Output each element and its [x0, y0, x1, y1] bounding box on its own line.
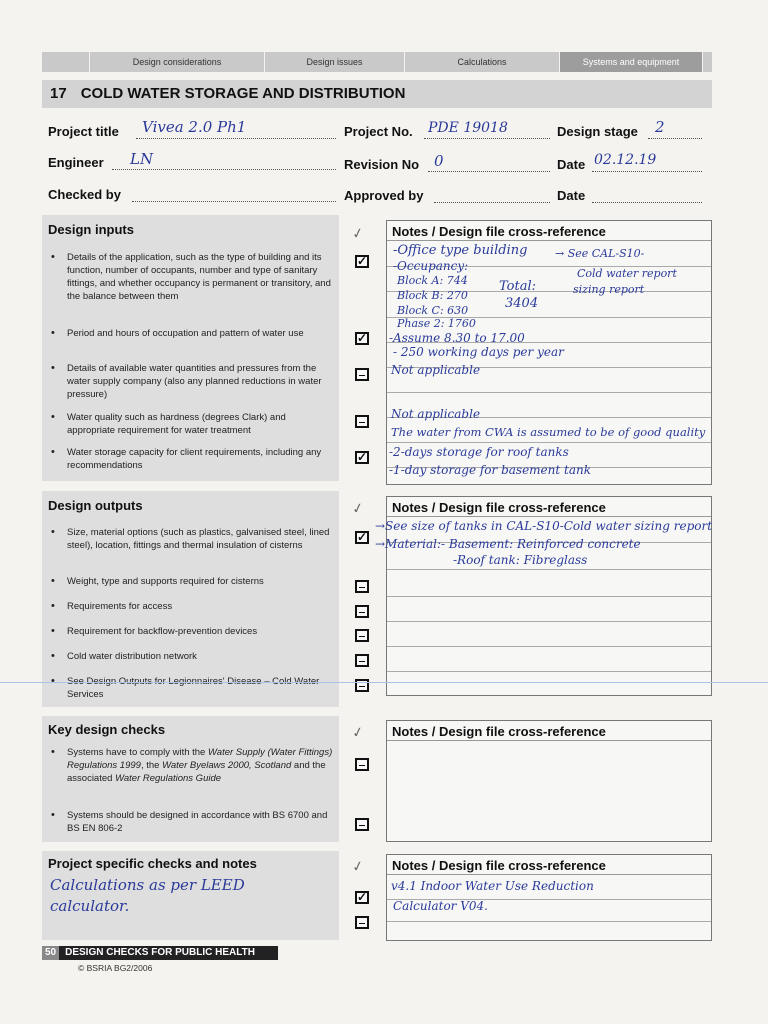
note-text: -Roof tank: Fibreglass [453, 553, 588, 567]
dotted-line [132, 201, 336, 202]
note-text: - 250 working days per year [393, 345, 564, 359]
handwritten-note: Calculations as per LEED [50, 876, 245, 894]
section-number: 17 [50, 85, 67, 102]
dotted-line [136, 138, 336, 139]
ruled-line [387, 646, 711, 647]
dotted-line [648, 138, 702, 139]
text-run: Systems have to comply with the [67, 747, 208, 758]
date2-label: Date [557, 188, 586, 203]
list-item: • Systems should be designed in accordance with BS 6700 and BS EN 806-2 [48, 809, 333, 835]
checkbox-checked[interactable]: ✓ [357, 450, 368, 464]
tab-systems-equipment: Systems and equipment [560, 52, 703, 72]
list-item: • Details of available water quantities and pressures from the water supply company (also any planned reductions in water pressure) [48, 362, 333, 401]
checkbox-empty[interactable] [355, 605, 369, 618]
dotted-line [112, 169, 336, 170]
note-text: → See CAL-S10- [555, 247, 645, 260]
ruled-line [387, 596, 711, 597]
dotted-line [428, 171, 550, 172]
note-text: →See size of tanks in CAL-S10-Cold water sizing report [375, 519, 713, 533]
checkbox-checked[interactable]: ✓ [357, 530, 368, 544]
tab-design-considerations: Design considerations [90, 52, 265, 72]
note-text: Calculator V04. [393, 899, 488, 913]
checkbox-empty[interactable] [355, 368, 369, 381]
date-value: 02.12.19 [594, 152, 657, 168]
key-checks-notes-box [386, 720, 712, 842]
section-tabs [42, 52, 712, 72]
note-text: →Material:- Basement: Reinforced concrete [375, 537, 641, 551]
checkbox-checked[interactable]: ✓ [357, 331, 368, 345]
list-item: • Size, material options (such as plastics, galvanised steel, lined steel), location, fittings and thermal insulation of cisterns [48, 526, 333, 552]
engineer-value: LN [130, 150, 154, 168]
ruled-line [387, 442, 711, 443]
checkbox-empty[interactable] [355, 758, 369, 771]
list-item: • Cold water distribution network [48, 650, 333, 663]
text-run: and the associated [67, 760, 326, 784]
engineer-label: Engineer [48, 155, 104, 170]
design-outputs-notes-box [375, 496, 713, 696]
checkbox-checked[interactable]: ✓ [357, 254, 368, 268]
approved-by-label: Approved by [344, 188, 424, 203]
design-stage-label: Design stage [557, 124, 638, 139]
note-text: -Office type building [393, 243, 528, 258]
note-text: Not applicable [391, 407, 481, 421]
ruled-line [387, 392, 711, 393]
tab-calculations: Calculations [405, 52, 560, 72]
list-item: • Water quality such as hardness (degrees Clark) and appropriate requirement for water treatment [48, 411, 333, 437]
notes-heading: Notes / Design file cross-reference [387, 221, 711, 241]
design-inputs-notes-box [386, 220, 712, 485]
footer-title: DESIGN CHECKS FOR PUBLIC HEALTH [65, 947, 255, 958]
project-no-label: Project No. [344, 124, 413, 139]
dotted-line [592, 171, 702, 172]
note-text: Not applicable [391, 363, 481, 377]
copyright: © BSRIA BG2/2006 [78, 963, 153, 973]
list-item: • Water storage capacity for client requirements, including any recommendations [48, 446, 333, 472]
tab-design-issues: Design issues [265, 52, 405, 72]
note-text: -Assume 8.30 to 17.00 [389, 331, 525, 345]
tick-mark: ✓ [350, 223, 366, 243]
list-item: • Weight, type and supports required for cisterns [48, 575, 333, 588]
note-text: -Occupancy: [393, 259, 469, 273]
list-item [48, 746, 333, 785]
ruled-line [387, 671, 711, 672]
page-number: 50 [42, 946, 59, 960]
italic-run: Water Regulations Guide [115, 773, 222, 784]
note-text: Block B: 270 [397, 289, 468, 302]
note-text: The water from CWA is assumed to be of good quality [391, 425, 706, 439]
tick-mark: ✓ [350, 722, 366, 742]
checkbox-empty[interactable] [355, 629, 369, 642]
note-text: Block C: 630 [397, 304, 469, 317]
checkbox-empty[interactable] [355, 654, 369, 667]
list-item: • Requirements for access [48, 600, 333, 613]
ruled-line [387, 921, 711, 922]
text-run: , the [140, 760, 163, 771]
list-item: • Services [48, 675, 333, 701]
tab-spacer [42, 52, 90, 72]
italic-run: Water Supply (Water Fittings) Regulations 1999 [67, 747, 333, 771]
note-text: Block A: 744 [397, 274, 468, 287]
tick-mark: ✓ [350, 856, 366, 876]
key-checks-title: Key design checks [48, 722, 166, 737]
design-outputs-title: Design outputs [48, 498, 143, 513]
note-text: Total: [499, 279, 537, 294]
notes-heading: Notes / Design file cross-reference [387, 855, 711, 875]
list-item: • Period and hours of occupation and pattern of water use [48, 327, 333, 340]
checkbox-empty[interactable] [355, 818, 369, 831]
project-checks-title: Project specific checks and notes [48, 856, 257, 871]
design-inputs-title: Design inputs [48, 222, 134, 237]
project-no-value: PDE 19018 [428, 120, 508, 136]
ruled-line [387, 569, 711, 570]
notes-heading: Notes / Design file cross-reference [387, 497, 711, 517]
note-text: -1-day storage for basement tank [389, 463, 592, 477]
note-text: -2-days storage for roof tanks [389, 445, 569, 459]
checkbox-empty[interactable] [355, 679, 369, 692]
project-title-value: Vivea 2.0 Ph1 [142, 118, 247, 136]
note-text: 3404 [505, 296, 539, 311]
handwritten-note: calculator. [50, 897, 130, 915]
dotted-line [592, 202, 702, 203]
list-item: • Details of the application, such as the type of building and its function, number of occupants, number and type of sanitary fittings, and whether occupancy is permanent or transitory, and the balance between them [48, 251, 333, 303]
note-text: sizing report [573, 283, 645, 296]
note-text: v4.1 Indoor Water Use Reduction [391, 879, 594, 893]
checked-by-label: Checked by [48, 187, 121, 202]
italic-run: Water Byelaws 2000, Scotland [162, 760, 292, 771]
checkbox-checked[interactable]: ✓ [357, 890, 368, 904]
revision-label: Revision No [344, 157, 420, 172]
list-item: • Requirement for backflow-prevention devices [48, 625, 333, 638]
section-title: COLD WATER STORAGE AND DISTRIBUTION [80, 85, 406, 102]
note-text: Phase 2: 1760 [397, 317, 476, 330]
checkbox-empty[interactable] [355, 415, 369, 428]
revision-value: 0 [434, 152, 444, 170]
notes-heading: Notes / Design file cross-reference [387, 721, 711, 741]
checkbox-empty[interactable] [355, 580, 369, 593]
project-title-label: Project title [48, 124, 119, 139]
project-notes-box [386, 854, 712, 941]
tick-mark: ✓ [350, 498, 366, 518]
footer-bar [42, 946, 278, 960]
dotted-line [424, 138, 550, 139]
dotted-line [434, 202, 550, 203]
scan-guide-line [0, 682, 768, 683]
note-text: Cold water report [577, 267, 677, 280]
ruled-line [387, 621, 711, 622]
checkbox-empty[interactable] [355, 916, 369, 929]
date-label: Date [557, 157, 586, 172]
page-title [42, 80, 712, 108]
design-stage-value: 2 [655, 118, 665, 136]
